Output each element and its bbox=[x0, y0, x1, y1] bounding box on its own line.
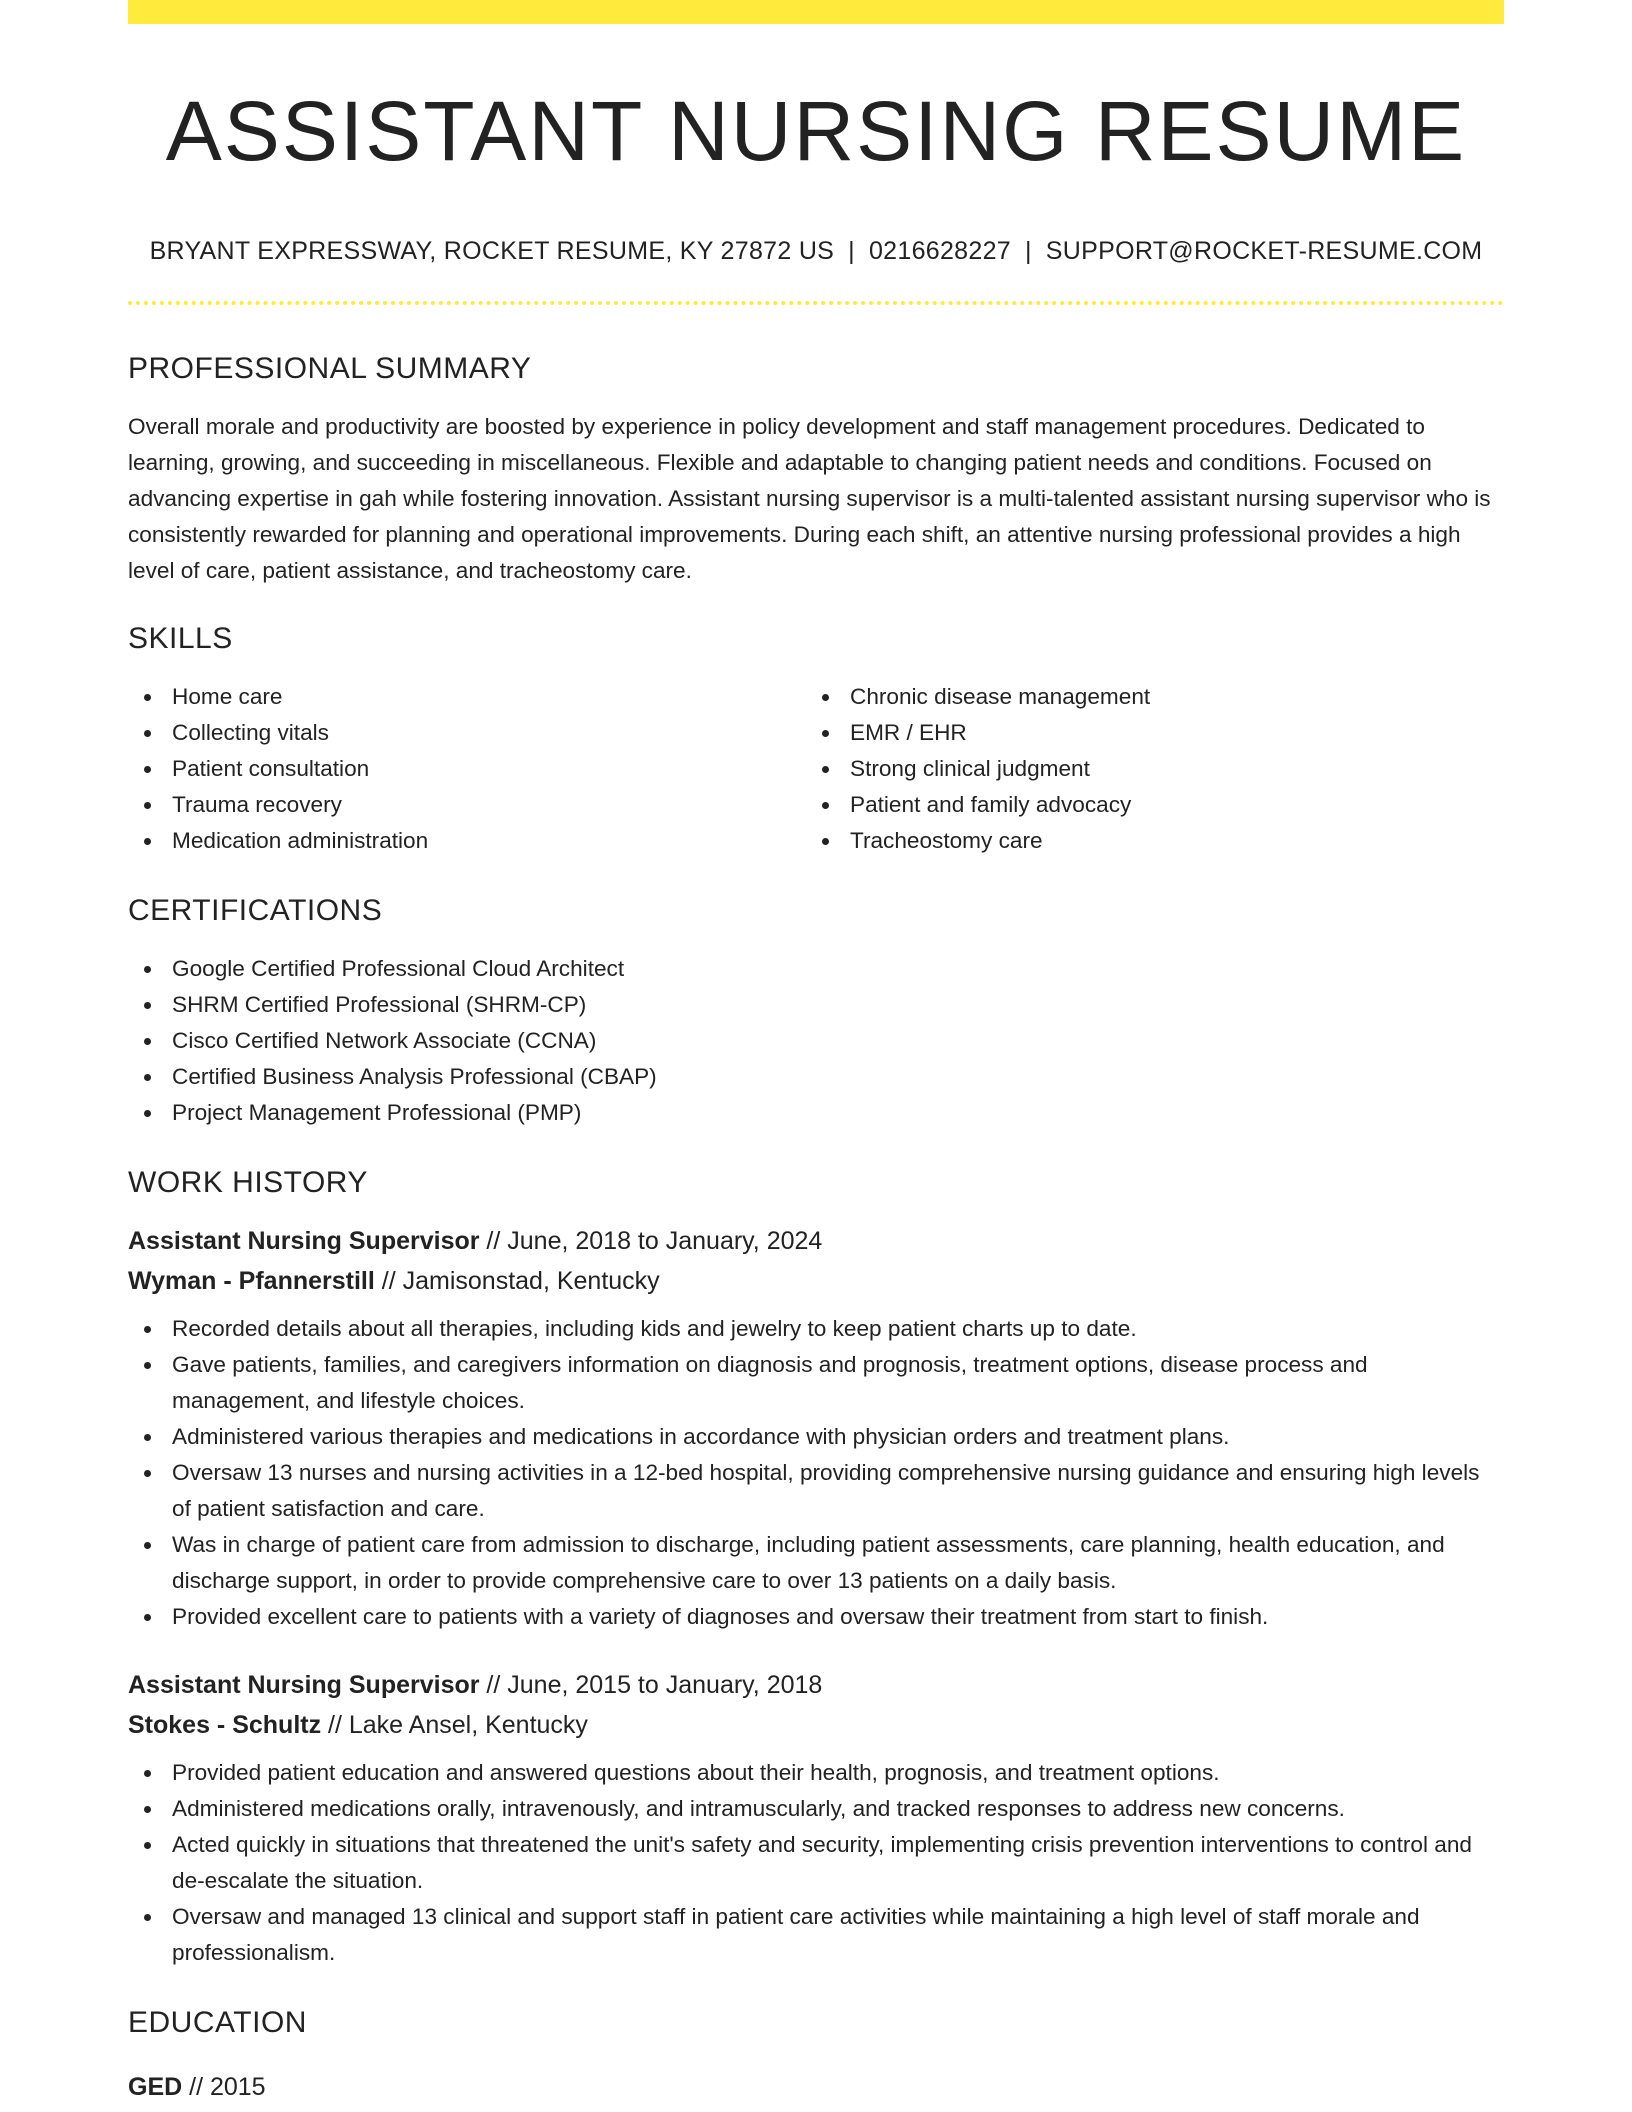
job-bullets bbox=[128, 1755, 1504, 1971]
job-role: Assistant Nursing Supervisor bbox=[128, 1227, 480, 1255]
skills-heading: SKILLS bbox=[128, 622, 233, 655]
skill-item: Medication administration bbox=[128, 823, 806, 859]
top-accent-bar bbox=[128, 0, 1504, 24]
contact-separator: | bbox=[848, 237, 855, 265]
contact-line bbox=[128, 236, 1504, 266]
skill-item: Patient and family advocacy bbox=[806, 787, 1484, 823]
job-bullet: Acted quickly in situations that threatened the unit's safety and security, implementing crisis prevention interventions to control and de-escalate the situation. bbox=[128, 1827, 1504, 1899]
skill-item: Chronic disease management bbox=[806, 679, 1484, 715]
certification-item: Certified Business Analysis Professional (CBAP) bbox=[128, 1059, 1504, 1095]
contact-address: BRYANT EXPRESSWAY, ROCKET RESUME, KY 27872 US bbox=[149, 237, 835, 265]
skill-item: EMR / EHR bbox=[806, 715, 1484, 751]
job-entry bbox=[128, 1665, 1504, 1971]
resume-title: ASSISTANT NURSING RESUME bbox=[165, 84, 1467, 178]
summary-heading: PROFESSIONAL SUMMARY bbox=[128, 352, 532, 385]
education-degree: GED bbox=[128, 2073, 183, 2101]
resume-page bbox=[128, 0, 1504, 2112]
work-history-heading: WORK HISTORY bbox=[128, 1166, 368, 1199]
skills-columns bbox=[128, 679, 1504, 859]
job-company-line bbox=[128, 1705, 1504, 1745]
contact-email: SUPPORT@ROCKET-RESUME.COM bbox=[1045, 237, 1483, 265]
job-dates: // June, 2015 to January, 2018 bbox=[479, 1671, 823, 1699]
job-bullet: Oversaw and managed 13 clinical and support staff in patient care activities while maintaining a high level of staff morale and professionalism. bbox=[128, 1899, 1504, 1971]
job-bullet: Provided patient education and answered questions about their health, prognosis, and treatment options. bbox=[128, 1755, 1504, 1791]
education-entry bbox=[128, 2067, 1504, 2107]
education-year: // 2015 bbox=[182, 2073, 266, 2101]
job-location: // Lake Ansel, Kentucky bbox=[321, 1711, 588, 1739]
skill-item: Home care bbox=[128, 679, 806, 715]
certification-item: Cisco Certified Network Associate (CCNA) bbox=[128, 1023, 1504, 1059]
job-bullet: Oversaw 13 nurses and nursing activities in a 12-bed hospital, providing comprehensive nursing guidance and ensuring high levels of patient satisfaction and care. bbox=[128, 1455, 1504, 1527]
job-bullet: Administered various therapies and medications in accordance with physician orders and treatment plans. bbox=[128, 1419, 1504, 1455]
skill-item: Collecting vitals bbox=[128, 715, 806, 751]
job-company: Wyman - Pfannerstill bbox=[128, 1267, 375, 1295]
skills-list-right bbox=[806, 679, 1484, 859]
job-role: Assistant Nursing Supervisor bbox=[128, 1671, 480, 1699]
job-bullet: Provided excellent care to patients with a variety of diagnoses and oversaw their treatment from start to finish. bbox=[128, 1599, 1504, 1635]
job-dates: // June, 2018 to January, 2024 bbox=[479, 1227, 823, 1255]
certifications-list bbox=[128, 951, 1504, 1131]
job-bullet: Was in charge of patient care from admission to discharge, including patient assessments, care planning, health education, and discharge support, in order to provide comprehensive care to over 13 patients on a daily basis. bbox=[128, 1527, 1504, 1599]
skills-list-left bbox=[128, 679, 806, 859]
certification-item: SHRM Certified Professional (SHRM-CP) bbox=[128, 987, 1504, 1023]
contact-separator: | bbox=[1025, 237, 1032, 265]
skill-item: Strong clinical judgment bbox=[806, 751, 1484, 787]
job-bullet: Administered medications orally, intravenously, and intramuscularly, and tracked responses to address new concerns. bbox=[128, 1791, 1504, 1827]
dotted-divider bbox=[128, 301, 1504, 305]
certifications-heading: CERTIFICATIONS bbox=[128, 894, 383, 927]
skill-item: Trauma recovery bbox=[128, 787, 806, 823]
job-location: // Jamisonstad, Kentucky bbox=[374, 1267, 660, 1295]
certification-item: Google Certified Professional Cloud Architect bbox=[128, 951, 1504, 987]
job-entry bbox=[128, 1221, 1504, 1635]
job-bullet: Recorded details about all therapies, including kids and jewelry to keep patient charts up to date. bbox=[128, 1311, 1504, 1347]
job-role-line bbox=[128, 1221, 1504, 1261]
job-company-line bbox=[128, 1261, 1504, 1301]
job-company: Stokes - Schultz bbox=[128, 1711, 322, 1739]
job-bullet: Gave patients, families, and caregivers information on diagnosis and prognosis, treatment options, disease process and management, and lifestyle choices. bbox=[128, 1347, 1504, 1419]
job-role-line bbox=[128, 1665, 1504, 1705]
education-heading: EDUCATION bbox=[128, 2006, 307, 2039]
skill-item: Patient consultation bbox=[128, 751, 806, 787]
certification-item: Project Management Professional (PMP) bbox=[128, 1095, 1504, 1131]
summary-text: Overall morale and productivity are boosted by experience in policy development and staff management procedures. Dedicated to learning, growing, and succeeding in miscellaneous. Flexible and adaptable to changing patient needs and conditions. Focused on advancing expertise in gah while fostering innovation. Assistant nursing supervisor is a multi-talented assistant nursing supervisor who is consistently rewarded for planning and operational improvements. During each shift, an attentive nursing professional provides a high level of care, patient assistance, and tracheostomy care. bbox=[128, 414, 1491, 583]
job-bullets bbox=[128, 1311, 1504, 1635]
contact-phone: 0216628227 bbox=[868, 237, 1011, 265]
skill-item: Tracheostomy care bbox=[806, 823, 1484, 859]
